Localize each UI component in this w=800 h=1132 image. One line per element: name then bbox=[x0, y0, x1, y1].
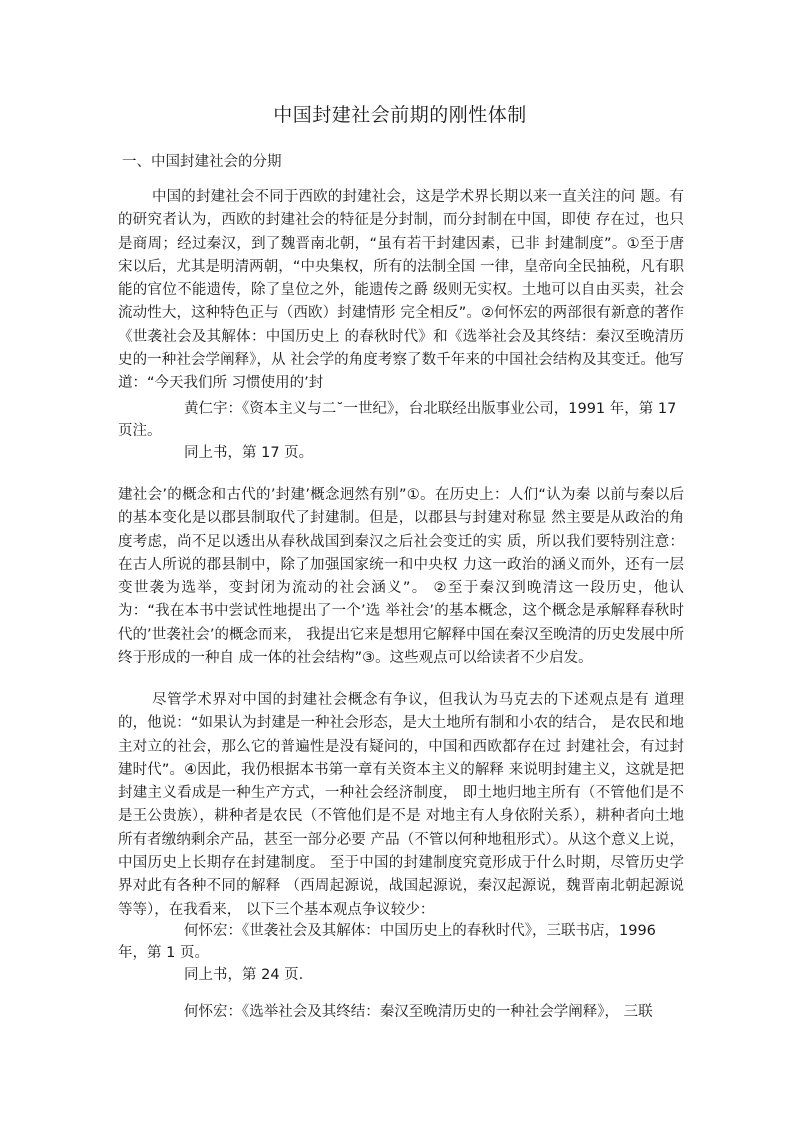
footnote-5: 何怀宏：《选举社会及其终结：秦汉至晚清历史的一种社会学阐释》， 三联 bbox=[184, 1004, 653, 1020]
section-heading: 一、中国封建社会的分期 bbox=[122, 154, 282, 170]
footnote-1: 黄仁宇：《资本主义与二˘一世纪》，台北联经出版事业公司，1991 年，第 17 页注。 bbox=[118, 401, 677, 439]
page-title: 中国封建社会前期的刚性体制 bbox=[273, 104, 527, 126]
paragraph-3: 尽管学术界对中国的封建社会概念有争议，但我认为马克去的下述观点是有 道理的，他说：“如果认为封建是一种社会形态，是大土地所有制和小农的结合， 是农民和地主对立的社会，那么它的普遍性是没有疑问的，中国和西欧都存在过 封建社会，有过封建时代”。④因此，我仍根据本书第一章有关资本主义的解释 来说明封建主义，这就是把封建主义看成是一种生产方式，一种社会经济制度， 即土地归地主所有（不管他们是不是王公贵族），耕种者是农民（不管他们是不是 对地主有人身依附关系），耕种者向土地所有者缴纳剩余产品，甚至一部分必要 产品（不管以何种地租形式）。从这个意义上说，中国历史上长期存在封建制度。 至于中国的封建制度究竟形成于什么时期，尽管历史学界对此有各种不同的解释 （西周起源说，战国起源说，秦汉起源说，魏晋南北朝起源说等等），在我看来， 以下三个基本观点争议较少： bbox=[118, 692, 684, 918]
footnote-4: 同上书，第 24 页. bbox=[184, 967, 304, 983]
footnote-2: 同上书，第 17 页。 bbox=[184, 445, 314, 461]
footnote-3: 何怀宏：《世袭社会及其解体：中国历史上的春秋时代》，三联书店，1996 年，第 1 页。 bbox=[118, 923, 656, 961]
paragraph-2: 建社会’的概念和古代的’封建’概念迥然有别”①。在历史上：人们“认为秦 以前与秦以后的基本变化是以郡县制取代了封建制。但是，以郡县与封建对称显 然主要是从政治的角度考虑，尚不足以透出从春秋战国到秦汉之后社会变迁的实 质，所以我们要特别注意：在古人所说的郡县制中，除了加强国家统一和中央权 力这一政治的涵义而外，还有一层变世袭为选举，变封闭为流动的社会涵义”。 ②至于秦汉到晚清这一段历史，他认为：“我在本书中尝试性地提出了一个’选 举社会’的基本概念，这个概念是承解释春秋时代的’世袭社会’的概念而来， 我提出它来是想用它解释中国在秦汉至晚清的历史发展中所终于形成的一种自 成一体的社会结构”③。这些观点可以给读者不少启发。 bbox=[118, 487, 684, 667]
paragraph-1: 中国的封建社会不同于西欧的封建社会，这是学术界长期以来一直关注的问 题。有的研究者认为，西欧的封建社会的特征是分封制，而分封制在中国，即使 存在过，也只是商周；经过秦汉，到了魏晋南北朝，“虽有若干封建因素，已非 封建制度”。①至于唐宋以后，尤其是明清两朝，“中央集权，所有的法制全国 一律，皇帝向全民抽税，凡有职能的官位不能遗传，除了皇位之外，能遗传之爵 级则无实权。土地可以自由买卖，社会流动性大，这种特色正与（西欧）封建情形 完全相反”。②何怀宏的两部很有新意的著作《世袭社会及其解体：中国历史上 的春秋时代》和《选举社会及其终结：秦汉至晚清历史的一种社会学阐释》，从 社会学的角度考察了数千年来的中国社会结构及其变迁。他写道：“今天我们所 习惯使用的’封 bbox=[118, 189, 684, 392]
